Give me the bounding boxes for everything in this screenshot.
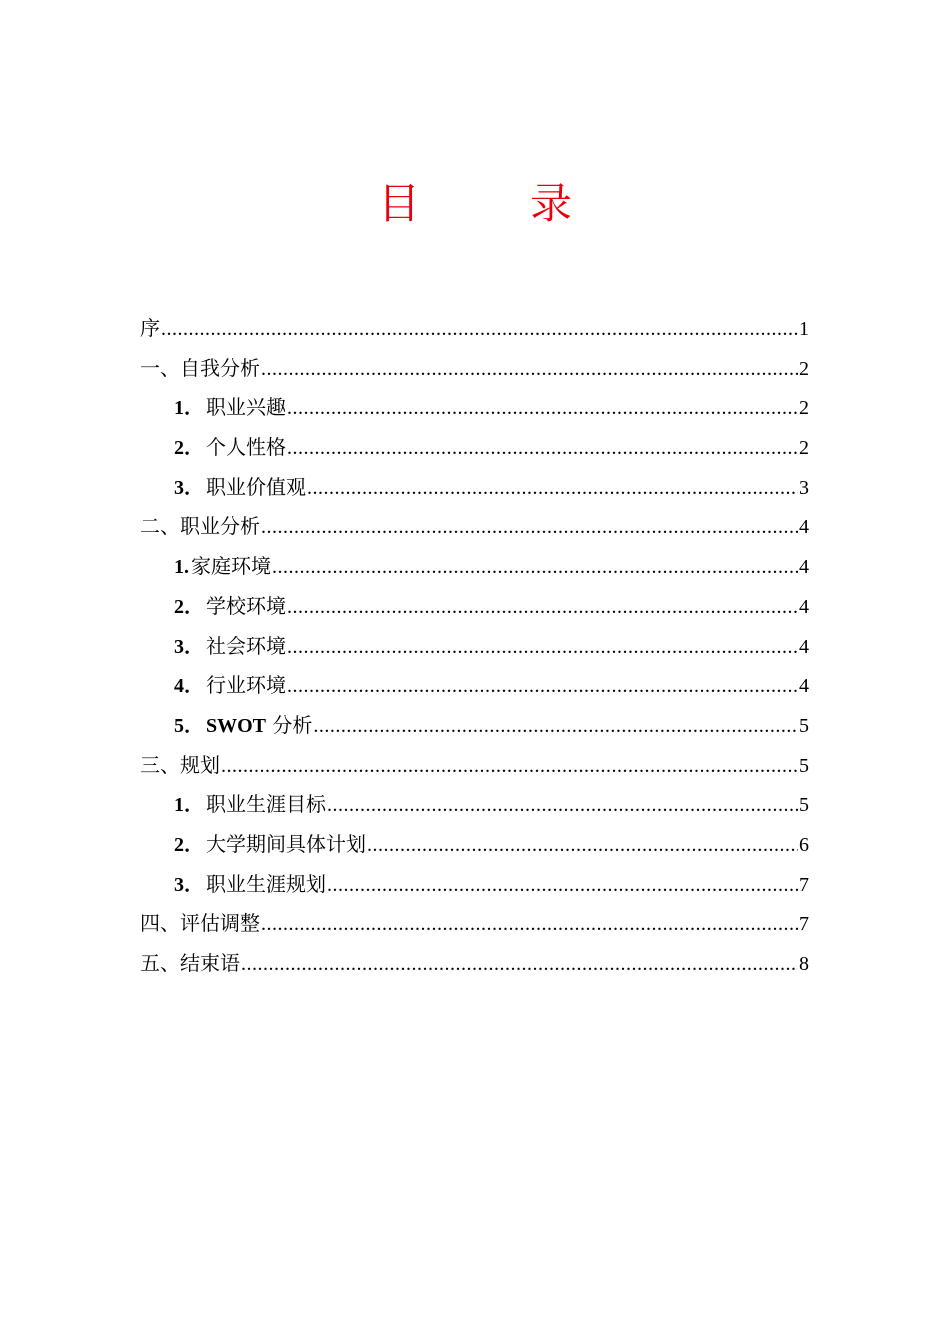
toc-entry-text: 序 bbox=[140, 316, 160, 340]
toc-entry-number: 2． bbox=[174, 833, 204, 856]
toc-entry-label bbox=[174, 468, 306, 509]
toc-subentry[interactable] bbox=[140, 666, 809, 706]
toc-page-number: 7 bbox=[799, 913, 809, 936]
toc-entry-label bbox=[140, 349, 260, 389]
toc-entry-text: 五、结束语 bbox=[140, 951, 240, 975]
toc-leader-dots bbox=[307, 469, 798, 509]
toc-leader-dots bbox=[327, 786, 798, 826]
toc-entry-number: 1． bbox=[174, 397, 204, 420]
toc-entry-number: 3． bbox=[174, 476, 204, 499]
toc-page-number: 6 bbox=[799, 833, 809, 856]
toc-subentry[interactable] bbox=[140, 547, 809, 587]
toc-entry-text: 大学期间具体计划 bbox=[206, 831, 366, 856]
toc-entry-number: 3． bbox=[174, 635, 204, 658]
toc-leader-dots bbox=[272, 548, 798, 588]
toc-leader-dots bbox=[161, 310, 798, 350]
toc-entry-number: 5． bbox=[174, 714, 204, 737]
toc-page-number: 5 bbox=[799, 754, 809, 777]
toc-entry-number: 2． bbox=[174, 437, 204, 460]
toc-entry-label bbox=[174, 706, 312, 747]
toc-subentry[interactable] bbox=[140, 428, 809, 468]
toc-leader-dots bbox=[287, 389, 798, 429]
toc-leader-dots bbox=[261, 905, 798, 945]
toc-subentry[interactable] bbox=[140, 706, 809, 746]
toc-entry-latin-text: SWOT bbox=[206, 714, 267, 737]
toc-leader-dots bbox=[287, 588, 798, 628]
toc-leader-dots bbox=[313, 707, 798, 747]
toc-entry-text: 职业价值观 bbox=[206, 474, 306, 499]
toc-subentry[interactable] bbox=[140, 587, 809, 627]
toc-leader-dots bbox=[367, 826, 798, 866]
toc-entry-label bbox=[174, 865, 326, 906]
toc-entry-text: 家庭环境 bbox=[191, 554, 271, 579]
toc-page-number: 4 bbox=[799, 635, 809, 658]
toc-entry-label bbox=[174, 785, 326, 826]
toc-entry-text: 一、自我分析 bbox=[140, 355, 260, 380]
toc-page-number: 1 bbox=[799, 318, 809, 340]
toc-entry-text: 职业兴趣 bbox=[206, 395, 286, 420]
toc-leader-dots bbox=[261, 508, 798, 548]
toc-entry-label bbox=[140, 944, 240, 984]
toc-entry-text: SWOT 分析 bbox=[206, 712, 313, 737]
toc-entry[interactable] bbox=[140, 944, 809, 984]
toc-leader-dots bbox=[221, 747, 798, 787]
toc-subentry[interactable] bbox=[140, 825, 809, 865]
toc-page-number: 3 bbox=[799, 476, 809, 499]
toc-entry-label bbox=[174, 388, 286, 429]
toc-leader-dots bbox=[287, 667, 798, 707]
toc-subentry[interactable] bbox=[140, 388, 809, 428]
toc-entry-text: 学校环境 bbox=[206, 593, 286, 618]
toc-entry[interactable] bbox=[140, 309, 809, 349]
toc-entry-text: 行业环境 bbox=[206, 673, 286, 698]
toc-entry-label bbox=[174, 547, 271, 588]
toc-leader-dots bbox=[287, 628, 798, 668]
toc-page-number: 4 bbox=[799, 675, 809, 698]
toc-page-number: 4 bbox=[799, 516, 809, 539]
toc-entry-label bbox=[174, 428, 286, 469]
toc-page-number: 2 bbox=[799, 397, 809, 420]
toc-entry-number: 2． bbox=[174, 595, 204, 618]
toc-entry-text: 个人性格 bbox=[206, 435, 286, 460]
toc-page-number: 8 bbox=[799, 953, 809, 975]
toc-leader-dots bbox=[287, 429, 798, 469]
toc-subentry[interactable] bbox=[140, 468, 809, 508]
toc-entry-label bbox=[140, 309, 160, 349]
toc-entry-number: 3． bbox=[174, 873, 204, 896]
toc-leader-dots bbox=[327, 866, 798, 906]
toc-leader-dots bbox=[261, 350, 798, 390]
toc-entry[interactable] bbox=[140, 904, 809, 944]
toc-title: 目 录 bbox=[377, 179, 606, 228]
toc-page-number: 2 bbox=[799, 357, 809, 380]
toc-entry-label bbox=[174, 627, 286, 668]
toc-entry-text: 社会环境 bbox=[206, 633, 286, 658]
toc-entry-label bbox=[140, 746, 220, 786]
toc-page-number: 5 bbox=[799, 714, 809, 737]
toc-entry-label bbox=[140, 904, 260, 944]
toc-entry-label bbox=[174, 587, 286, 628]
toc-entry[interactable] bbox=[140, 507, 809, 547]
toc-entry-text: 职业生涯目标 bbox=[206, 792, 326, 817]
toc-page-number: 4 bbox=[799, 556, 809, 579]
toc-entry-text: 职业生涯规划 bbox=[206, 871, 326, 896]
toc-entry-text: 四、评估调整 bbox=[140, 911, 260, 936]
toc-entry-label bbox=[140, 507, 260, 547]
toc-subentry[interactable] bbox=[140, 785, 809, 825]
toc-subentry[interactable] bbox=[140, 627, 809, 667]
toc-page-number: 7 bbox=[799, 873, 809, 896]
toc-entry[interactable] bbox=[140, 746, 809, 786]
toc-leader-dots bbox=[241, 945, 798, 985]
toc-entry-text: 三、规划 bbox=[140, 752, 220, 777]
toc-subentry[interactable] bbox=[140, 865, 809, 905]
toc-entry-label bbox=[174, 825, 366, 866]
toc-entry-number: 1. bbox=[174, 556, 189, 579]
table-of-contents bbox=[140, 309, 809, 984]
toc-entry-number: 1． bbox=[174, 794, 204, 817]
toc-entry-label bbox=[174, 666, 286, 707]
toc-page-number: 5 bbox=[799, 794, 809, 817]
toc-entry[interactable] bbox=[140, 349, 809, 389]
toc-entry-text: 二、职业分析 bbox=[140, 514, 260, 539]
toc-page-number: 2 bbox=[799, 437, 809, 460]
toc-entry-number: 4． bbox=[174, 675, 204, 698]
toc-page-number: 4 bbox=[799, 595, 809, 618]
